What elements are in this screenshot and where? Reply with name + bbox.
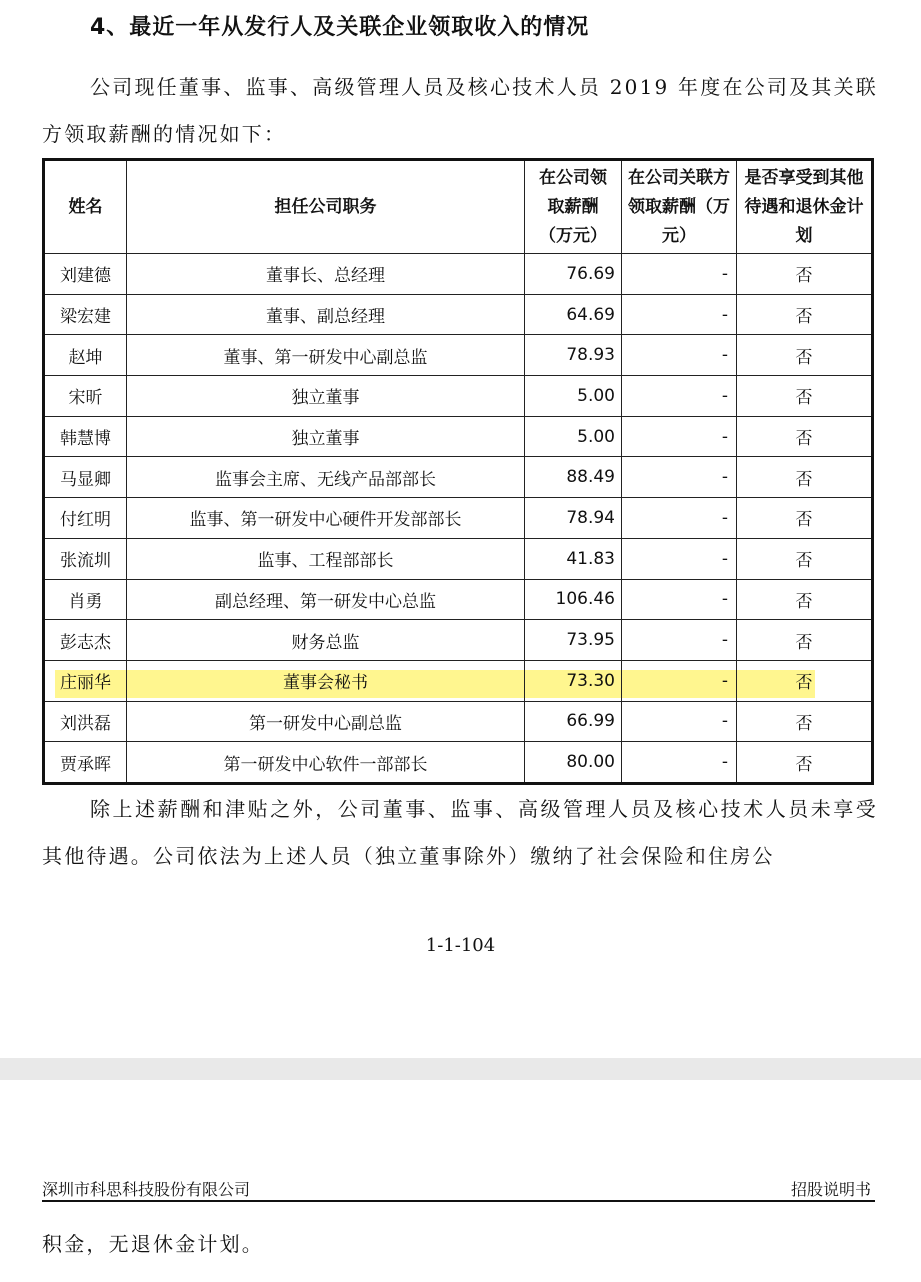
cell-related-pay: - [622,294,737,335]
cell-name: 付红明 [44,498,127,539]
section-heading: 4、最近一年从发行人及关联企业领取收入的情况 [90,15,590,40]
cell-benefits: 否 [737,538,873,579]
document-type-header: 招股说明书 [790,1180,871,1199]
cell-company-pay: 66.99 [525,701,622,742]
cell-name: 贾承晖 [44,742,127,784]
cell-position: 监事、第一研发中心硬件开发部部长 [127,498,525,539]
cell-company-pay: 78.93 [525,335,622,376]
cell-name: 刘建德 [44,254,127,295]
intro-paragraph: 公司现任董事、监事、高级管理人员及核心技术人员 2019 年度在公司及其关联方领取薪酬的情况如下： [42,75,878,146]
cell-related-pay: - [622,254,737,295]
cell-position: 独立董事 [127,376,525,417]
table-row [44,335,873,376]
header-company-pay: 在公司领取薪酬（万元） [525,160,622,254]
cell-position: 第一研发中心副总监 [127,701,525,742]
table-row [44,742,873,784]
table-row [44,376,873,417]
cell-name: 梁宏建 [44,294,127,335]
cell-company-pay: 76.69 [525,254,622,295]
cell-benefits: 否 [737,701,873,742]
cell-position: 董事、副总经理 [127,294,525,335]
compensation-table [42,158,874,785]
table-row [44,457,873,498]
cell-benefits: 否 [737,376,873,417]
cell-benefits: 否 [737,335,873,376]
cell-related-pay: - [622,457,737,498]
table-row [44,538,873,579]
cell-company-pay: 106.46 [525,579,622,620]
cell-name: 韩慧博 [44,416,127,457]
table-row [44,701,873,742]
cell-company-pay: 80.00 [525,742,622,784]
cell-position: 董事会秘书 [127,660,525,701]
cell-company-pay: 41.83 [525,538,622,579]
cell-position: 董事长、总经理 [127,254,525,295]
cell-benefits: 否 [737,416,873,457]
cell-company-pay: 78.94 [525,498,622,539]
cell-position: 监事、工程部部长 [127,538,525,579]
cell-company-pay: 5.00 [525,376,622,417]
cell-benefits: 否 [737,294,873,335]
cell-related-pay: - [622,579,737,620]
cell-company-pay: 64.69 [525,294,622,335]
cell-position: 独立董事 [127,416,525,457]
cell-benefits: 否 [737,660,873,701]
header-position: 担任公司职务 [127,160,525,254]
cell-related-pay: - [622,701,737,742]
cell-benefits: 否 [737,742,873,784]
header-rule [42,1200,875,1202]
cell-related-pay: - [622,538,737,579]
cell-related-pay: - [622,335,737,376]
cell-name: 庄丽华 [44,660,127,701]
cell-related-pay: - [622,416,737,457]
page-number: 1-1-104 [425,935,496,956]
cell-name: 彭志杰 [44,620,127,661]
page-separator [0,1058,921,1080]
cell-benefits: 否 [737,457,873,498]
cell-name: 宋昕 [44,376,127,417]
cell-company-pay: 73.95 [525,620,622,661]
continued-paragraph: 积金，无退休金计划。 [42,1232,264,1256]
cell-position: 监事会主席、无线产品部部长 [127,457,525,498]
cell-position: 副总经理、第一研发中心总监 [127,579,525,620]
cell-related-pay: - [622,660,737,701]
company-header: 深圳市科思科技股份有限公司 [42,1180,251,1199]
cell-benefits: 否 [737,620,873,661]
table-row [44,416,873,457]
table-row [44,254,873,295]
cell-name: 马显卿 [44,457,127,498]
cell-company-pay: 73.30 [525,660,622,701]
cell-name: 肖勇 [44,579,127,620]
cell-company-pay: 88.49 [525,457,622,498]
cell-benefits: 否 [737,254,873,295]
cell-name: 张流圳 [44,538,127,579]
table-row [44,660,873,701]
header-related-pay: 在公司关联方领取薪酬（万元） [622,160,737,254]
table-row [44,294,873,335]
cell-name: 赵坤 [44,335,127,376]
cell-related-pay: - [622,742,737,784]
table-header-row [44,160,873,254]
cell-company-pay: 5.00 [525,416,622,457]
cell-related-pay: - [622,498,737,539]
header-name: 姓名 [44,160,127,254]
cell-name: 刘洪磊 [44,701,127,742]
table-row [44,620,873,661]
cell-benefits: 否 [737,498,873,539]
table-row [44,579,873,620]
cell-related-pay: - [622,620,737,661]
cell-benefits: 否 [737,579,873,620]
cell-position: 财务总监 [127,620,525,661]
cell-position: 董事、第一研发中心副总监 [127,335,525,376]
cell-position: 第一研发中心软件一部部长 [127,742,525,784]
table-row [44,498,873,539]
header-benefits: 是否享受到其他待遇和退休金计划 [737,160,873,254]
cell-related-pay: - [622,376,737,417]
after-table-paragraph: 除上述薪酬和津贴之外，公司董事、监事、高级管理人员及核心技术人员未享受其他待遇。公司依法为上述人员（独立董事除外）缴纳了社会保险和住房公 [42,797,878,868]
